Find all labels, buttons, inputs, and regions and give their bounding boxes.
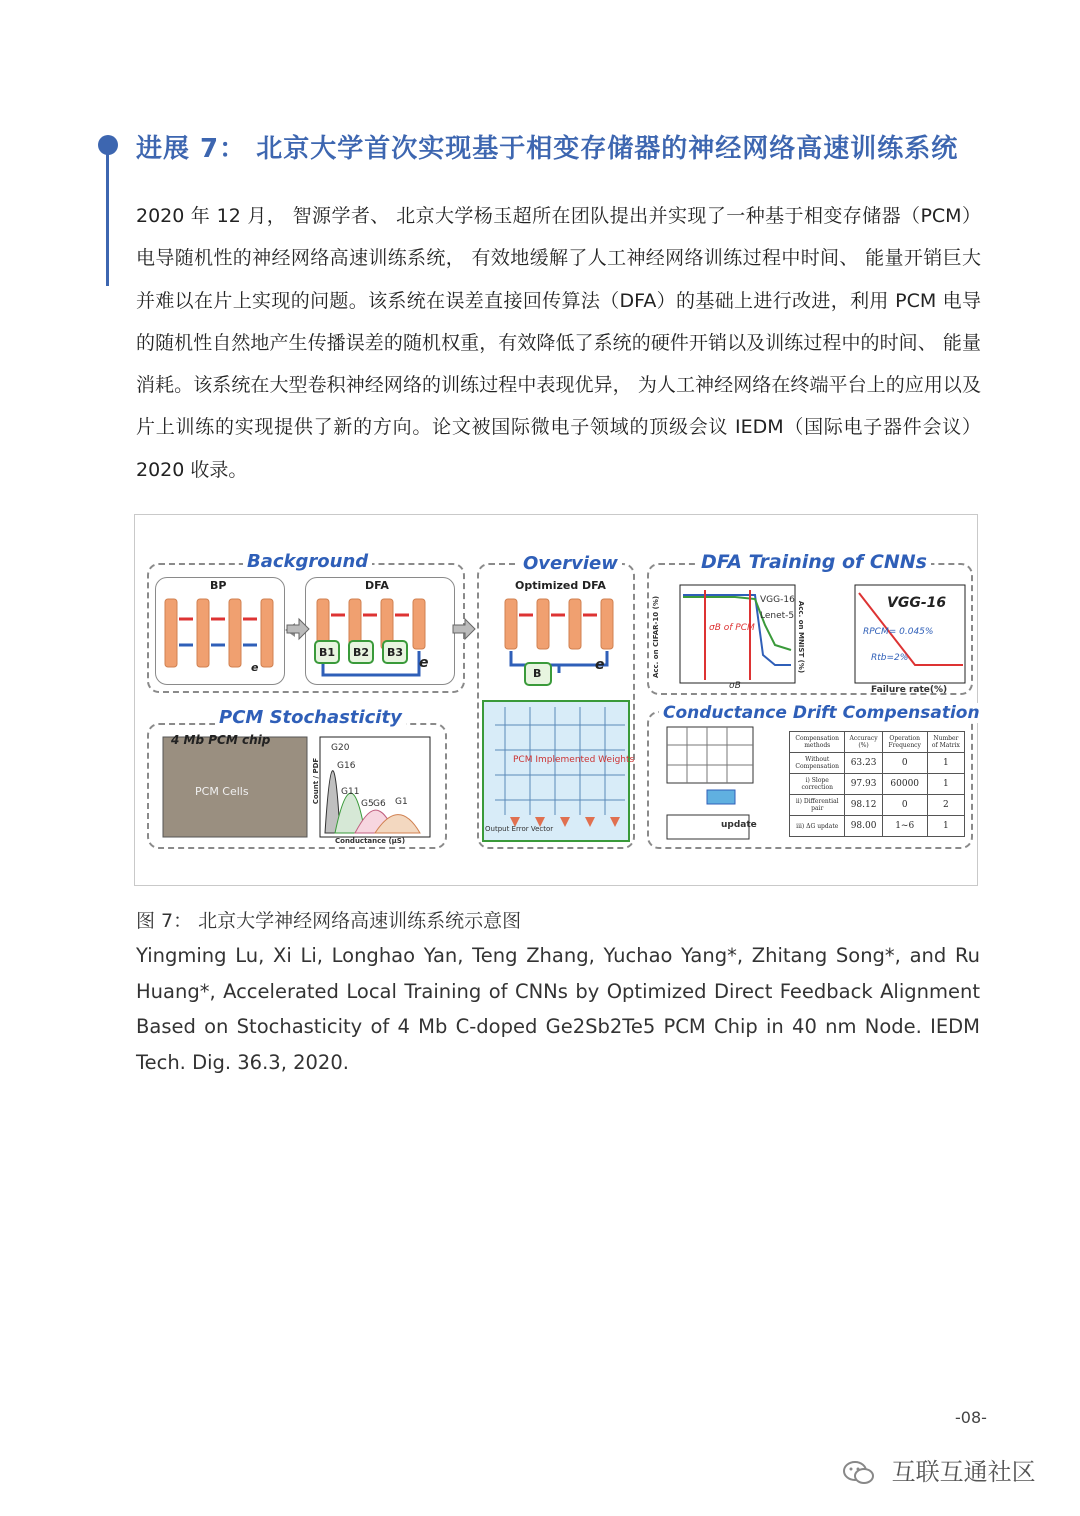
watermark <box>842 1452 1036 1487</box>
g5-label: G5 <box>361 799 374 809</box>
stochasticity-title: PCM Stochasticity <box>215 707 406 728</box>
arrow-right-1 <box>287 619 309 639</box>
compensation-table <box>789 731 965 837</box>
dfa-training-title: DFA Training of CNNs <box>697 551 931 573</box>
dfa-b3-label: B3 <box>387 646 404 659</box>
overview-error-label: e <box>595 657 605 673</box>
lenet-legend: Lenet-5 <box>760 611 795 621</box>
g1-label: G1 <box>395 797 408 807</box>
conductance-label: Conductance (μS) <box>335 837 406 845</box>
update-label: update <box>721 820 757 830</box>
table-row: ii) Differential pair 98.12 0 2 <box>790 795 965 816</box>
reference-citation: Yingming Lu, Xi Li, Longhao Yan, Teng Zhang, Yuchao Yang*, Zhitang Song*, and Ru Huang*, Accelerated Local Training of CNNs by Optimized Direct Feedback Alignment Based on Stochasticity of 4 Mb C-doped Ge2Sb2Te5 PCM Chip in 40 nm Node. IEDM Tech. Dig. 36.3, 2020. <box>136 944 980 1074</box>
figure-image <box>134 514 978 886</box>
figure-caption: 图 7： 北京大学神经网络高速训练系统示意图 <box>136 910 522 932</box>
acc-cifar-axis: Acc. on CIFAR-10 (%) <box>652 595 661 679</box>
g6-label: G6 <box>373 799 386 809</box>
failure-rate-label: Failure rate(%) <box>871 685 948 695</box>
table-row: i) Slope correction 97.93 60000 1 <box>790 774 965 795</box>
table-row: Without Compensation 63.23 0 1 <box>790 753 965 774</box>
drift-title: Conductance Drift Compensation <box>659 703 984 723</box>
rpcm-label: RPCM= 0.045% <box>863 627 934 637</box>
sigma-axis-label: σB <box>729 681 741 691</box>
chip-label: 4 Mb PCM chip <box>171 733 271 747</box>
count-pdf-axis: Count / PDF <box>312 757 321 805</box>
table-header: Operation Frequency <box>882 732 927 753</box>
body-paragraph: 2020 年 12 月， 智源学者、 北京大学杨玉超所在团队提出并实现了一种基于相变存储器（PCM） 电导随机性的神经网络高速训练系统， 有效地缓解了人工神经网络训练过程中时间、 能量开销巨大并难以在片上实现的问题。该系统在误差直接回传算法（DFA）的基础上进行改进，利用 PCM 电导的随机性自然地产生传播误差的随机权重，有效降低了系统的硬件开销以及训练过程中的时间、 能量消耗。该系统在大型卷积神经网络的训练过程中表现优异， 为人工神经网络在终端平台上的应用以及片上训练的实现提供了新的方向。论文被国际微电子领域的顶级会议 IEDM（国际电子器件会议）2020 收录。 <box>136 205 981 481</box>
section-title: 进展 7： 北京大学首次实现基于相变存储器的神经网络高速训练系统 <box>136 134 959 164</box>
dfa-label: DFA <box>365 579 389 592</box>
dfa-b2-label: B2 <box>353 646 370 659</box>
page-number: -08- <box>955 1408 987 1427</box>
table-header: Number of Matrix <box>927 732 964 753</box>
vgg-legend: VGG-16 <box>760 595 795 605</box>
table-header: Accuracy (%) <box>845 732 882 753</box>
dfa-error-label: e <box>419 655 429 671</box>
bp-label: BP <box>210 579 227 592</box>
overview-title: Overview <box>519 553 622 574</box>
optimized-dfa-label: Optimized DFA <box>515 579 606 592</box>
pcm-cells-label: PCM Cells <box>195 785 249 798</box>
watermark-text: 互联互通社区 <box>891 1458 1036 1486</box>
bp-error-label: e <box>251 661 259 674</box>
g20-label: G20 <box>331 743 350 753</box>
sigma-of-pcm-label: σB of PCM <box>709 623 755 633</box>
g16-label: G16 <box>337 761 356 771</box>
dfa-b1-label: B1 <box>319 646 336 659</box>
g11-label: G11 <box>341 787 360 797</box>
wechat-icon <box>842 1459 876 1487</box>
table-header: Compensation methods <box>790 732 845 753</box>
rtb-label: Rtb=2% <box>871 653 909 663</box>
acc-mnist-axis: Acc. on MNIST (%) <box>797 600 806 674</box>
vgg16-label: VGG-16 <box>887 595 947 611</box>
overview-b-label: B <box>533 667 542 680</box>
background-title: Background <box>243 551 372 572</box>
table-row: iii) ΔG update 98.00 1~6 1 <box>790 816 965 837</box>
overview-panel <box>477 563 635 849</box>
output-error-label: Output Error Vector <box>485 825 554 833</box>
pcm-array-label: PCM Implemented Weights <box>513 755 635 765</box>
heading-accent-line <box>106 146 109 286</box>
